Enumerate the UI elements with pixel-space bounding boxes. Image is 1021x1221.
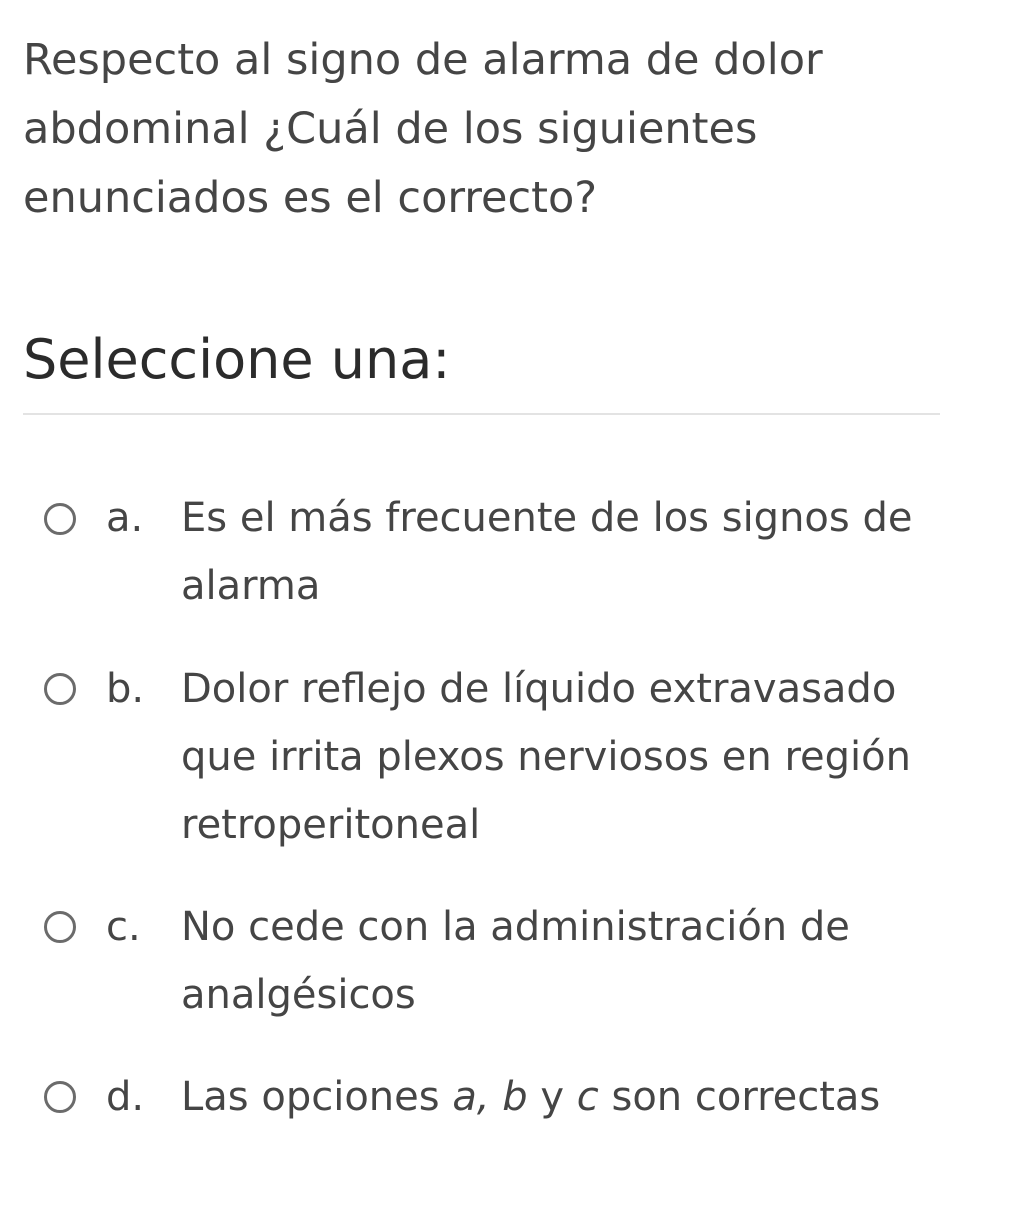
option-text-part: Las opciones: [181, 1074, 453, 1120]
option-text[interactable]: No cede con la administración de analgésicos: [181, 904, 850, 1018]
option-text-part: y: [527, 1074, 577, 1120]
question-text: Respecto al signo de alarma de dolor abdominal ¿Cuál de los siguientes enunciados es el correcto?: [23, 35, 823, 223]
option-ref-ab: a, b: [452, 1074, 528, 1120]
radio-button-d[interactable]: [44, 1081, 76, 1113]
radio-button-c[interactable]: [44, 911, 76, 943]
radio-button-b[interactable]: [44, 673, 76, 705]
option-text-part: son correctas: [598, 1074, 881, 1120]
option-text[interactable]: Es el más frecuente de los signos de alarma: [181, 495, 913, 609]
option-letter: b.: [106, 666, 145, 712]
option-letter: d.: [106, 1074, 145, 1120]
radio-button-a[interactable]: [44, 503, 76, 535]
select-one-prompt: Seleccione una:: [23, 328, 451, 391]
option-text[interactable]: Dolor reflejo de líquido extravasado que irrita plexos nerviosos en región retroperitoneal: [181, 666, 911, 848]
option-letter: a.: [106, 495, 144, 541]
option-ref-c: c: [576, 1074, 599, 1120]
option-text[interactable]: [181, 1063, 961, 1131]
divider: [23, 413, 940, 415]
option-letter: c.: [106, 904, 141, 950]
